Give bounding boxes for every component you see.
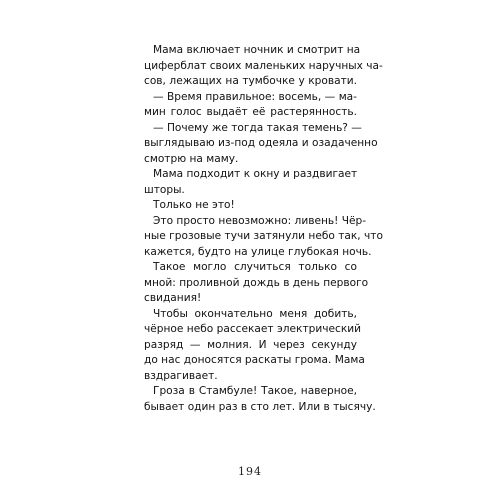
text-line: чёрное небо рассекает электрический bbox=[144, 323, 362, 335]
text-line: вздрагивает. bbox=[144, 369, 218, 382]
text-line: Мама подходит к окну и раздвигает bbox=[153, 168, 358, 180]
paragraph bbox=[144, 307, 365, 385]
text-line: шторы. bbox=[144, 183, 185, 196]
text-line: Мама включает ночник и смотрит на bbox=[153, 44, 361, 56]
paragraph bbox=[144, 214, 383, 261]
text-line: мин голос выдаёт её растерянность. bbox=[144, 106, 357, 118]
paragraph bbox=[144, 198, 357, 214]
text-line: Чтобы окончательно меня добить, bbox=[153, 307, 357, 320]
text-line: Гроза в Стамбуле! Такое, наверное, bbox=[153, 385, 357, 397]
text-line: бывает один раз в сто лет. Или в тысячу. bbox=[144, 400, 376, 413]
text-line: выглядываю из-под одеяла и озадаченно bbox=[144, 137, 378, 149]
text-line: Такое могло случиться только со bbox=[153, 261, 357, 273]
text-line: до нас доносятся раскаты грома. Мама bbox=[144, 354, 365, 366]
text-line: — Время правильное: восемь, — ма- bbox=[153, 90, 357, 103]
text-line: Только не это! bbox=[153, 199, 235, 211]
paragraph bbox=[144, 167, 357, 198]
text-line: Это просто невозможно: ливень! Чёр- bbox=[153, 214, 367, 227]
text-line: сов, лежащих на тумбочке у кровати. bbox=[144, 75, 357, 87]
text-line: свидания! bbox=[144, 292, 202, 304]
paragraph bbox=[144, 384, 376, 415]
text-line: циферблат своих маленьких наручных ча- bbox=[144, 59, 383, 72]
text-line: разряд — молния. И через секунду bbox=[144, 338, 357, 351]
text-line: кажется, будто на улице глубокая ночь. bbox=[144, 245, 372, 258]
paragraph bbox=[144, 121, 378, 168]
text-line: смотрю на маму. bbox=[144, 152, 239, 165]
paragraph bbox=[144, 43, 383, 90]
paragraph bbox=[144, 260, 369, 307]
text-line: ные грозовые тучи затянули небо так, что bbox=[144, 230, 383, 242]
text-line: мной: проливной дождь в день первого bbox=[144, 276, 369, 289]
text-line: — Почему же тогда такая темень? — bbox=[153, 121, 362, 134]
page-number: 194 bbox=[238, 465, 262, 478]
paragraph bbox=[144, 90, 357, 121]
body-text bbox=[144, 43, 383, 415]
